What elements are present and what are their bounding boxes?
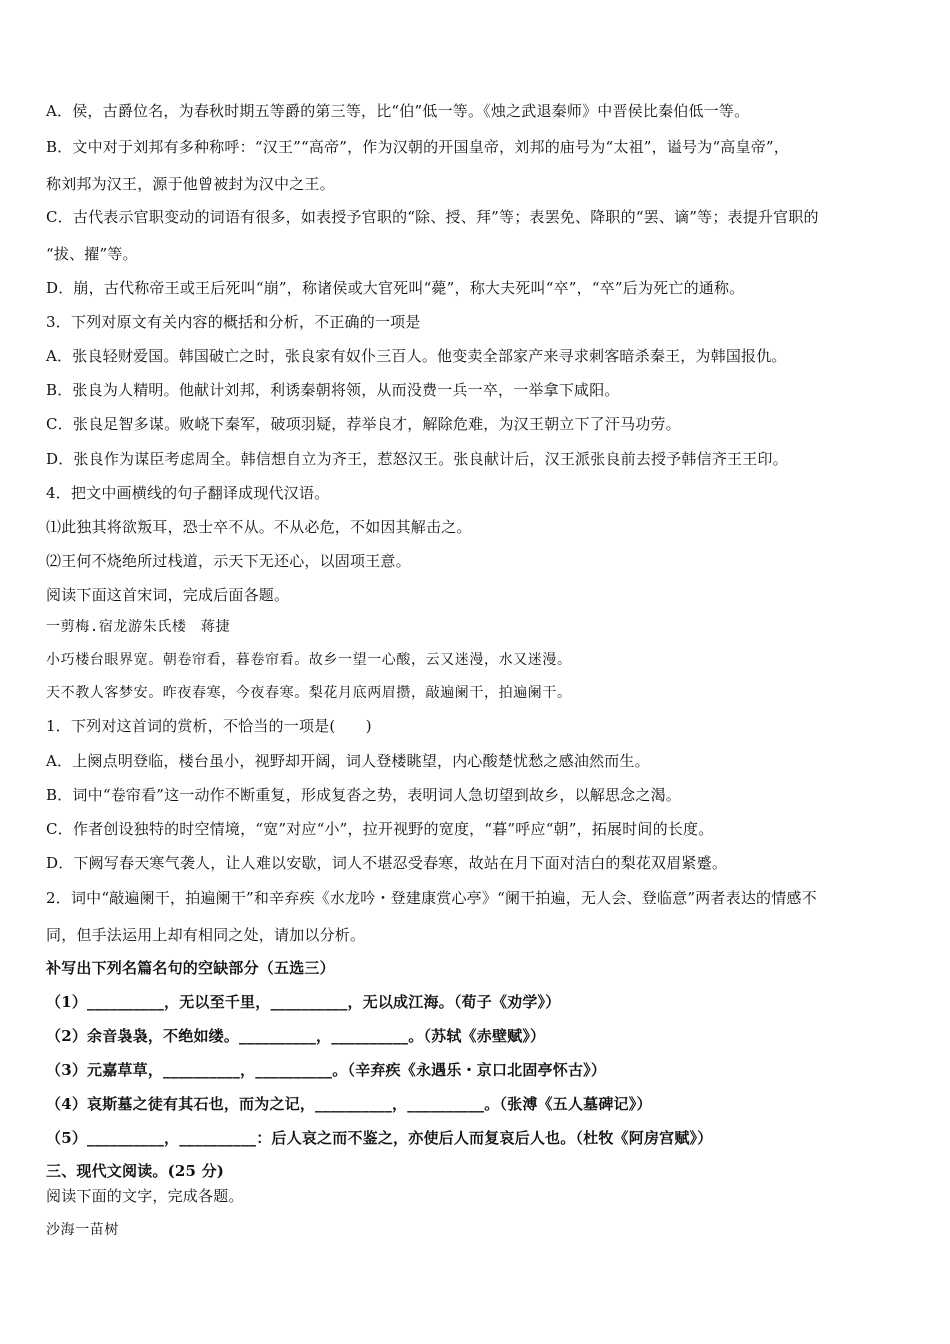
q3-option-d: D．张良作为谋臣考虑周全。韩信想自立为齐王，惹怒汉王。张良献计后，汉王派张良前去授予韩信齐王王印。 bbox=[46, 450, 788, 468]
poem-stanza-2: 天不教人客梦安。昨夜春寒，今夜春寒。梨花月底两眉攒，敲遍阑干，拍遍阑干。 bbox=[46, 685, 572, 701]
option-d-line: D．崩，古代称帝王或王后死叫“崩”，称诸侯或大官死叫“薨”，称大夫死叫“卒”，“卒”后为死亡的通称。 bbox=[46, 279, 745, 297]
poem-question-2: 2．词中“敲遍阑干，拍遍阑干”和辛弃疾《水龙吟・登建康赏心亭》“阑干拍遍，无人会、登临意”两者表达的情感不 bbox=[46, 889, 817, 907]
fill-in-item-2: （2）余音袅袅，不绝如缕。__________，__________。（苏轼《赤壁赋》） bbox=[46, 1027, 546, 1045]
poem-title: 一剪梅.宿龙游朱氏楼 蒋捷 bbox=[46, 619, 231, 635]
poem-q1-option-a: A．上阕点明登临，楼台虽小，视野却开阔，词人登楼眺望，内心酸楚忧愁之感油然而生。 bbox=[46, 752, 650, 770]
option-a-line: A．侯，古爵位名，为春秋时期五等爵的第三等，比“伯”低一等。《烛之武退秦师》中晋侯比秦伯低一等。 bbox=[46, 102, 750, 120]
poem-instruction: 阅读下面这首宋词，完成后面各题。 bbox=[46, 586, 290, 604]
q4-sentence-1: ⑴此独其将欲叛耳，恐士卒不从。不从必危，不如因其解击之。 bbox=[46, 518, 472, 536]
poem-question-1-stem: 1．下列对这首词的赏析，不恰当的一项是( ) bbox=[46, 717, 372, 735]
poem-question-2-cont: 同，但手法运用上却有相同之处，请加以分析。 bbox=[46, 926, 366, 944]
poem-q1-option-d: D．下阙写春天寒气袭人，让人难以安歇，词人不堪忍受春寒，故站在月下面对洁白的梨花双眉紧蹙。 bbox=[46, 854, 728, 872]
question-4-stem: 4．把文中画横线的句子翻译成现代汉语。 bbox=[46, 484, 330, 502]
section-3-heading: 三、现代文阅读。(25 分) bbox=[46, 1162, 225, 1180]
option-c-line: C．古代表示官职变动的词语有很多，如表授予官职的“除、授、拜”等；表罢免、降职的“罢、谪”等；表提升官职的 bbox=[46, 208, 819, 226]
poem-stanza-1: 小巧楼台眼界宽。朝卷帘看，暮卷帘看。故乡一望一心酸，云又迷漫，水又迷漫。 bbox=[46, 652, 572, 668]
article-title: 沙海一苗树 bbox=[46, 1222, 119, 1238]
reading-instruction: 阅读下面的文字，完成各题。 bbox=[46, 1187, 244, 1205]
fill-in-heading: 补写出下列名篇名句的空缺部分（五选三） bbox=[46, 959, 335, 977]
option-b-line-cont: 称刘邦为汉王，源于他曾被封为汉中之王。 bbox=[46, 175, 335, 193]
q4-sentence-2: ⑵王何不烧绝所过栈道，示天下无还心，以固项王意。 bbox=[46, 552, 411, 570]
fill-in-item-4: （4）哀斯墓之徒有其石也，而为之记，__________，__________。（张溥《五人墓碑记》） bbox=[46, 1095, 652, 1113]
poem-q1-option-b: B．词中“卷帘看”这一动作不断重复，形成复沓之势，表明词人急切望到故乡，以解思念之渴。 bbox=[46, 786, 681, 804]
option-b-line: B．文中对于刘邦有多种称呼：“汉王”“高帝”，作为汉朝的开国皇帝，刘邦的庙号为“太祖”，谥号为“高皇帝”， bbox=[46, 138, 789, 156]
q3-option-c: C．张良足智多谋。败峣下秦军，破项羽疑，荐举良才，解除危难，为汉王朝立下了汗马功劳。 bbox=[46, 415, 681, 433]
question-3-stem: 3．下列对原文有关内容的概括和分析，不正确的一项是 bbox=[46, 313, 421, 331]
q3-option-b: B．张良为人精明。他献计刘邦，利诱秦朝将领，从而没费一兵一卒，一举拿下咸阳。 bbox=[46, 381, 620, 399]
q3-option-a: A．张良轻财爱国。韩国破亡之时，张良家有奴仆三百人。他变卖全部家产来寻求刺客暗杀秦王，为韩国报仇。 bbox=[46, 347, 787, 365]
fill-in-item-5: （5）__________，__________：后人哀之而不鉴之，亦使后人而复哀后人也。（杜牧《阿房宫赋》） bbox=[46, 1129, 713, 1147]
fill-in-item-3: （3）元嘉草草，__________，__________。（辛弃疾《永遇乐・京口北固亭怀古》） bbox=[46, 1061, 607, 1079]
fill-in-item-1: （1）__________，无以至千里，__________，无以成江海。（荀子《劝学》） bbox=[46, 993, 561, 1011]
option-c-line-cont: “拔、擢”等。 bbox=[46, 245, 138, 263]
poem-q1-option-c: C．作者创设独特的时空情境，“宽”对应“小”，拉开视野的宽度，“暮”呼应“朝”，拓展时间的长度。 bbox=[46, 820, 714, 838]
